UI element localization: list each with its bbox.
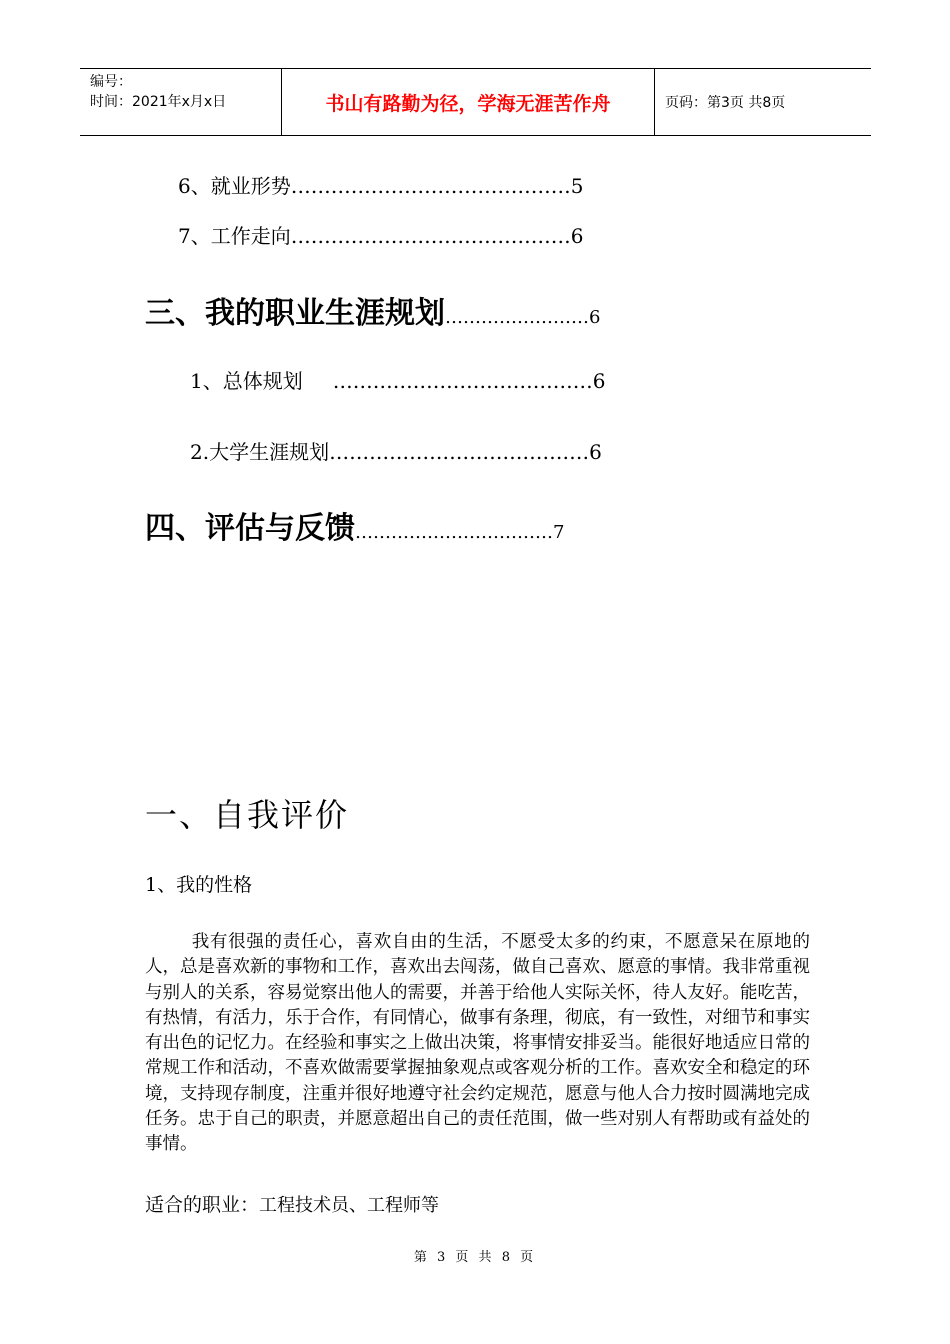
- toc-label: 2.大学生涯规划: [190, 440, 330, 464]
- toc-page: 7: [553, 522, 565, 543]
- page-header: [80, 68, 871, 136]
- header-number: 编号：: [90, 74, 132, 90]
- toc-entry: [190, 365, 605, 394]
- toc-page: 6: [570, 224, 584, 248]
- suitable-career: [145, 1190, 439, 1217]
- toc-label: 7、工作走向: [178, 224, 291, 248]
- toc-label: 四、评估与反馈: [145, 511, 355, 546]
- toc-entry: [190, 436, 602, 465]
- toc-entry: [145, 503, 564, 547]
- toc-leader: ……………………: [445, 307, 589, 328]
- page-footer: 第 3 页 共 8 页: [413, 1250, 537, 1265]
- toc-label: 三、我的职业生涯规划: [145, 296, 445, 331]
- toc-entry: [145, 288, 600, 332]
- toc-page: 6: [589, 440, 602, 464]
- header-meta: [80, 69, 282, 135]
- toc-page: 6: [592, 369, 606, 393]
- suitable-career-value: 工程技术员、工程师等: [259, 1195, 440, 1216]
- toc-leader: ……………………………………: [290, 174, 571, 198]
- toc-label: 6、就业形势: [178, 174, 291, 198]
- subsection-title: 1、我的性格: [145, 874, 253, 896]
- body-paragraph: [145, 930, 810, 1158]
- toc-page: 5: [570, 174, 584, 198]
- toc-leader: …………………………………: [332, 369, 593, 393]
- toc-entry: [178, 220, 583, 249]
- toc-leader: ……………………………………: [290, 224, 571, 248]
- toc-label: 1、总体规划: [190, 369, 303, 393]
- section-title: 一、自我评价: [145, 796, 350, 834]
- toc-leader: …………………………………: [329, 440, 590, 464]
- toc-page: 6: [589, 307, 601, 328]
- toc-leader: ……………………………: [355, 522, 553, 543]
- suitable-career-label: 适合的职业：: [145, 1194, 260, 1216]
- paragraph-text: 我有很强的责任心，喜欢自由的生活，不愿受太多的约束，不愿意呆在原地的人，总是喜欢新的事物和工作，喜欢出去闯荡，做自己喜欢、愿意的事情。我非常重视与别人的关系，容易觉察出他人的需要，并善于给他人实际关怀，待人友好。能吃苦，有热情，有活力，乐于合作，有同情心，做事有条理，彻底，有一致性，对细节和事实有出色的记忆力。在经验和事实之上做出决策，将事情安排妥当。能很好地适应日常的常规工作和活动，不喜欢做需要掌握抽象观点或客观分析的工作。喜欢安全和稳定的环境，支持现存制度，注重并很好地遵守社会约定规范，愿意与他人合力按时圆满地完成任务。忠于自己的职责，并愿意超出自己的责任范围，做一些对别人有帮助或有益处的事情。: [145, 932, 810, 1155]
- toc-entry: [178, 170, 583, 199]
- header-motto: 书山有路勤为径，学海无涯苦作舟: [282, 69, 655, 135]
- header-page-info: 页码：第3页 共8页: [665, 95, 786, 111]
- header-time: 时间：2021年x月x日: [90, 94, 227, 110]
